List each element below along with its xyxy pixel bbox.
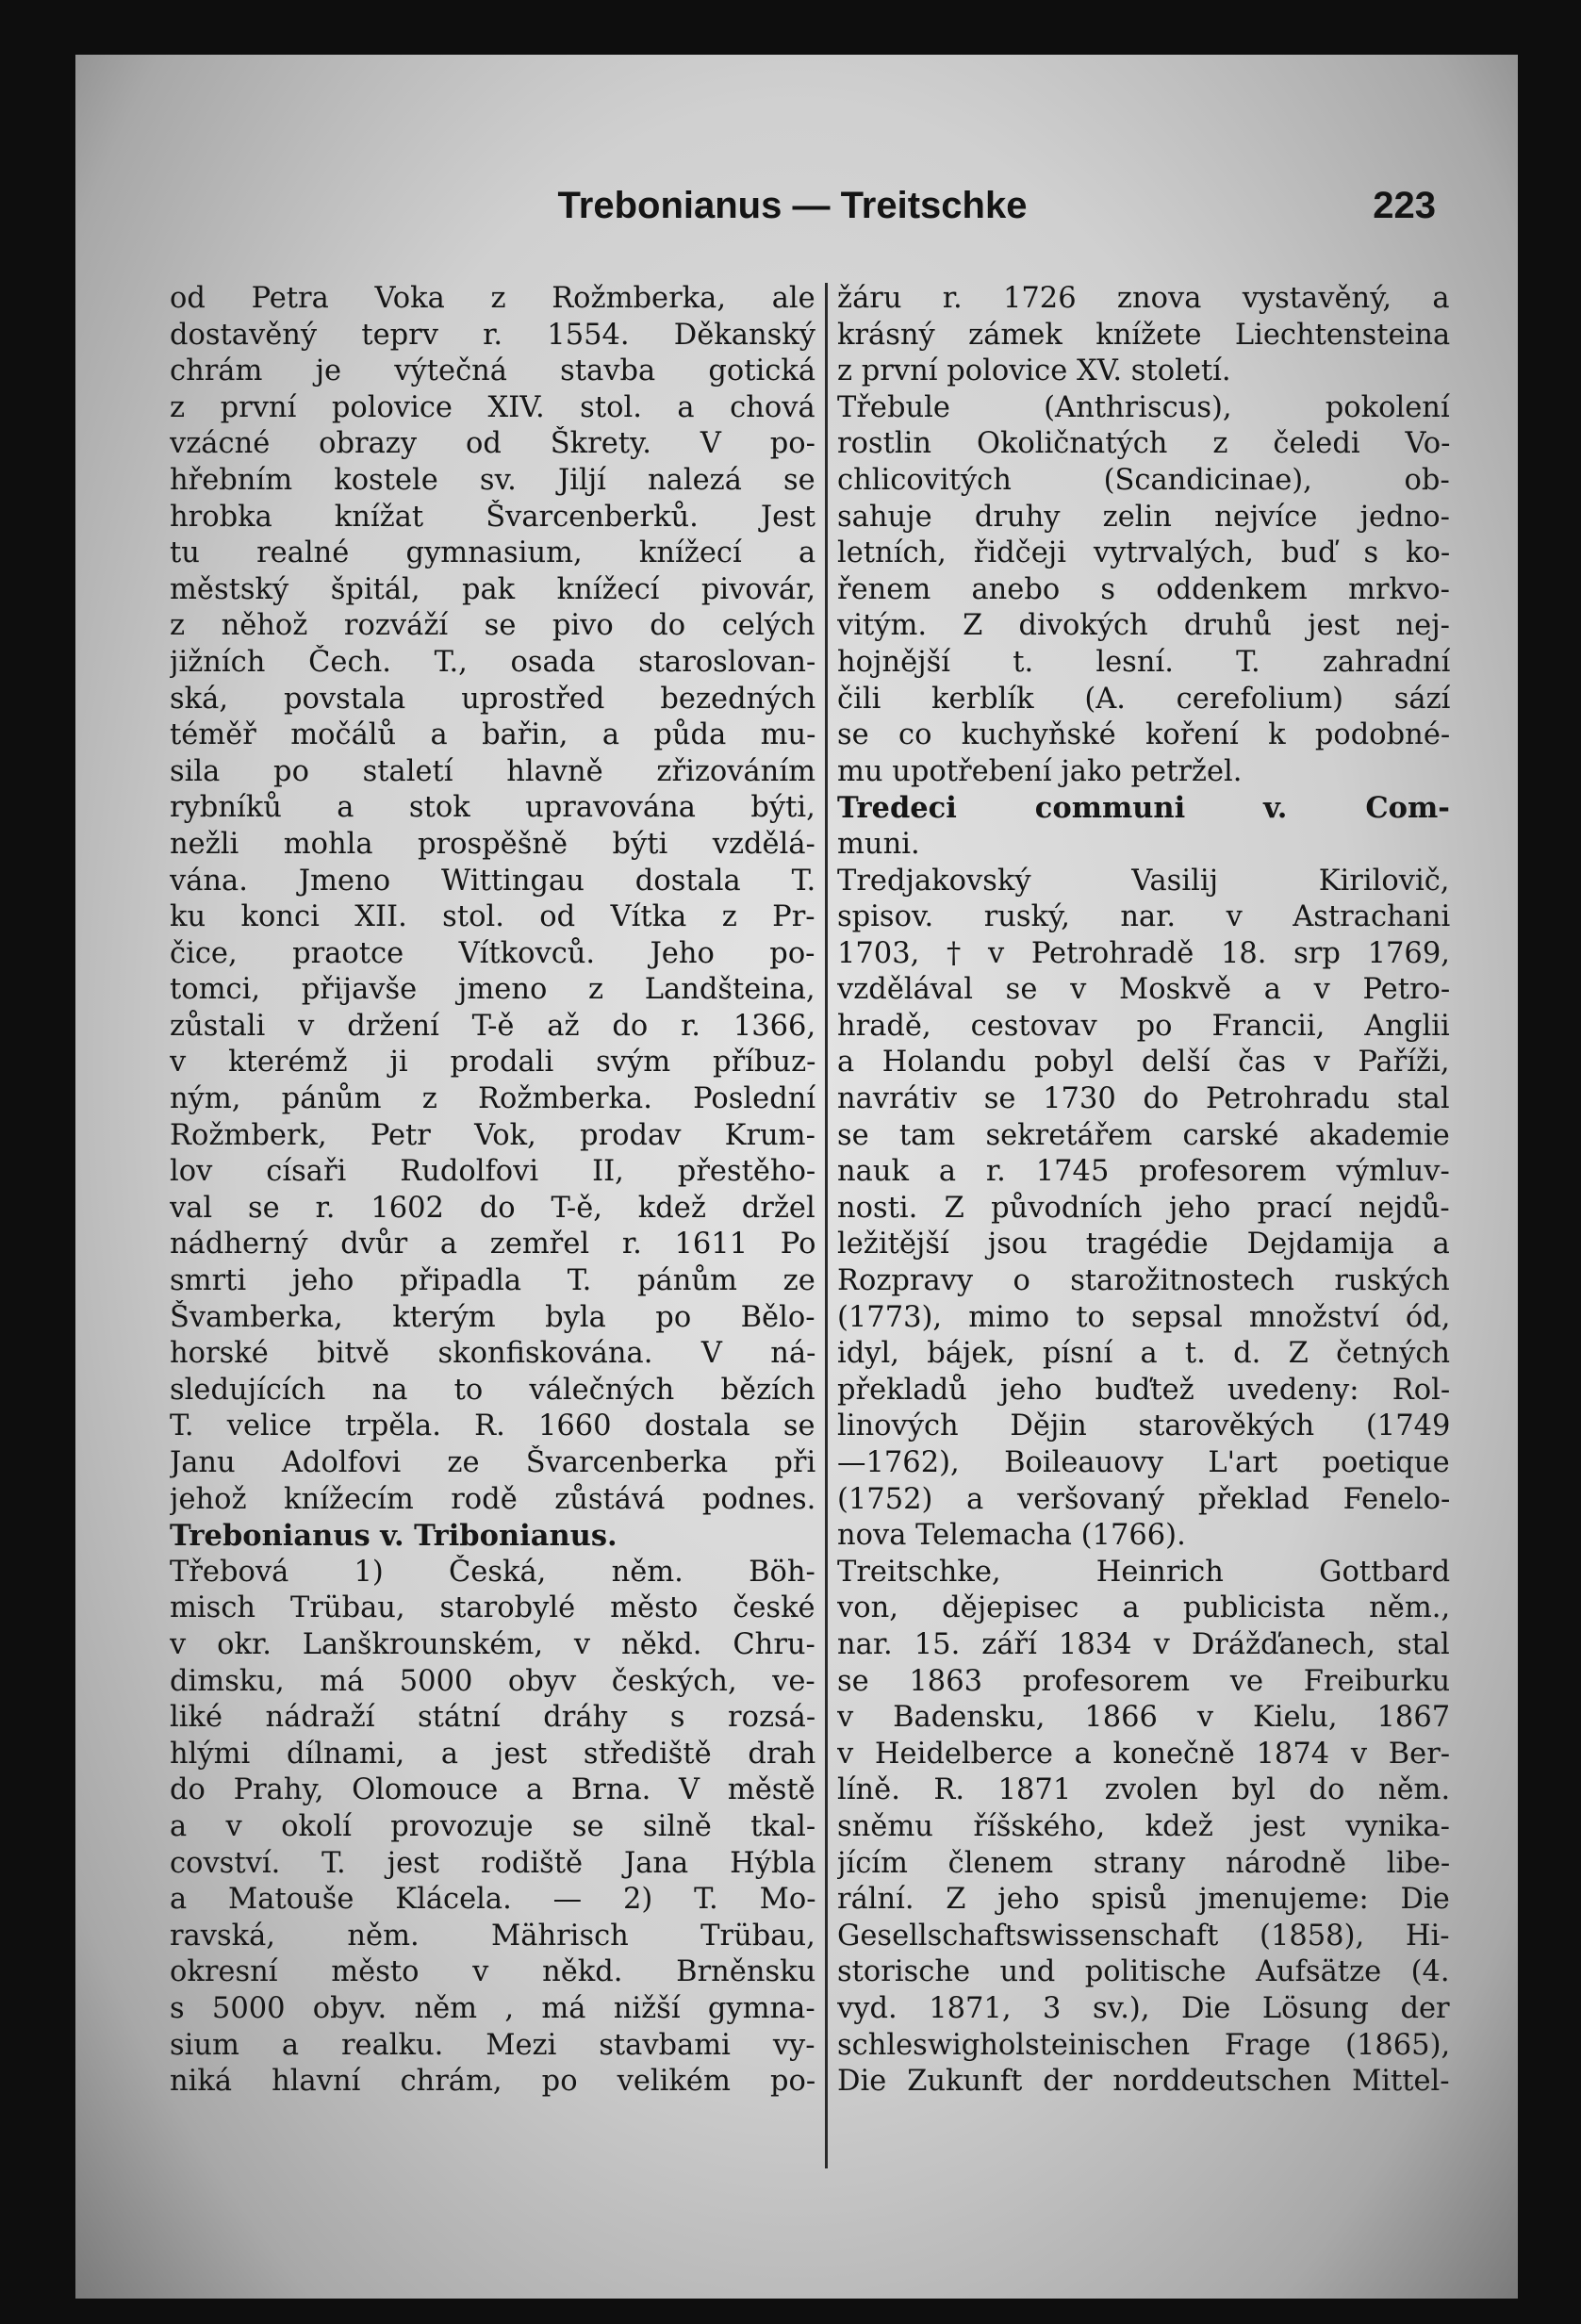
book-page [75,55,1518,2299]
text-line: niká hlavní chrám, po velikém po- [170,2065,815,2099]
text-line: horské bitvě skonfiskována. V ná- [170,1337,815,1371]
text-line: sněmu říšského, kdež jest vynika- [837,1809,1450,1843]
text-line: (1773), mimo to sepsal množství ód, [837,1300,1450,1334]
text-line: hřebním kostele sv. Jiljí nalezá se [170,463,815,497]
text-line: sledujících na to válečných bězích [170,1373,815,1407]
text-line: Tredeci communi v. Com- [837,791,1450,826]
text-line: chlicovitých (Scandicinae), ob- [837,463,1450,497]
text-line: ným, pánům z Rožmberka. Poslední [170,1082,815,1116]
text-line: hradě, cestovav po Francii, Anglii [837,1009,1450,1043]
text-line: líně. R. 1871 zvolen byl do něm. [837,1773,1450,1807]
text-line: navrátiv se 1730 do Petrohradu stal [837,1082,1450,1116]
text-line: okresní město v někd. Brněnsku [170,1955,815,1989]
text-line: dimsku, má 5000 obyv českých, ve- [170,1664,815,1698]
text-line: sium a realku. Mezi stavbami vy- [170,2028,815,2062]
text-line: Treitschke, Heinrich Gottbard [837,1555,1450,1589]
text-line: Die Zukunft der norddeutschen Mittel- [837,2065,1450,2099]
text-line: zůstali v držení T-ě až do r. 1366, [170,1009,815,1043]
text-line: schleswigholsteinischen Frage (1865), [837,2028,1450,2062]
text-line: Třebová 1) Česká, něm. Böh- [170,1555,815,1589]
text-line: Rožmberk, Petr Vok, prodav Krum- [170,1118,815,1152]
text-line: z něhož rozváží se pivo do celých [170,609,815,643]
text-line: smrti jeho připadla T. pánům ze [170,1264,815,1298]
text-line: letních, řidčeji vytrvalých, buď s ko- [837,536,1450,570]
text-line: hojnější t. lesní. T. zahradní [837,645,1450,679]
text-line: Gesellschaftswissenschaft (1858), Hi- [837,1919,1450,1953]
text-line: storische und politische Aufsätze (4. [837,1955,1450,1989]
text-line: vzácné obrazy od Škrety. V po- [170,427,815,461]
text-line: val se r. 1602 do T-ě, kdež držel [170,1191,815,1225]
text-line: rostlin Okoličnatých z čeledi Vo- [837,427,1450,461]
text-line: linových Dějin starověkých (1749 [837,1409,1450,1443]
text-line: T. velice trpěla. R. 1660 dostala se [170,1409,815,1443]
text-line: Švamberka, kterým byla po Bělo- [170,1300,815,1334]
text-line: (1752) a veršovaný překlad Fenelo- [837,1482,1450,1516]
page-number: 223 [1373,185,1436,226]
text-line: ravská, něm. Mährisch Trübau, [170,1919,815,1953]
text-line: vyd. 1871, 3 sv.), Die Lösung der [837,1991,1450,2025]
text-line: ku konci XII. stol. od Vítka z Pr- [170,900,815,934]
text-line: do Prahy, Olomouce a Brna. V městě [170,1773,815,1807]
text-line: překladů jeho buďtež uvedeny: Rol- [837,1373,1450,1407]
text-line: z první polovice XV. století. [837,354,1231,388]
text-line: se co kuchyňské koření k podobné- [837,718,1450,752]
text-line: a Holandu pobyl delší čas v Paříži, [837,1046,1450,1080]
text-line: Rozpravy o starožitnostech ruských [837,1264,1450,1298]
text-line: nosti. Z původních jeho prací nejdů- [837,1191,1450,1225]
text-line: nauk a r. 1745 profesorem výmluv- [837,1155,1450,1189]
text-line: řenem anebo s oddenkem mrkvo- [837,572,1450,606]
column-divider [825,283,828,2168]
text-line: městský špitál, pak knížecí pivovár, [170,572,815,606]
text-line: nova Telemacha (1766). [837,1519,1186,1553]
text-line: nar. 15. září 1834 v Drážďanech, stal [837,1627,1450,1661]
text-line: nežli mohla prospěšně býti vzdělá- [170,827,815,861]
text-line: žáru r. 1726 znova vystavěný, a [837,282,1450,315]
text-line: sila po staletí hlavně zřizováním [170,754,815,788]
text-line: od Petra Voka z Rožmberka, ale [170,282,815,315]
text-line: liké nádraží státní dráhy s rozsá- [170,1701,815,1735]
text-line: Třebule (Anthriscus), pokolení [837,390,1450,424]
text-line: jehož knížecím rodě zůstává podnes. [170,1482,815,1516]
text-line: rální. Z jeho spisů jmenujeme: Die [837,1883,1450,1917]
text-line: v Heidelberce a konečně 1874 v Ber- [837,1737,1450,1771]
text-line: v kterémž ji prodali svým příbuz- [170,1046,815,1080]
text-line: tu realné gymnasium, knížecí a [170,536,815,570]
text-line: sahuje druhy zelin nejvíce jedno- [837,500,1450,534]
text-line: von, dějepisec a publicista něm., [837,1591,1450,1625]
text-line: vitým. Z divokých druhů jest nej- [837,609,1450,643]
text-line: idyl, bájek, písní a t. d. Z četných [837,1337,1450,1371]
text-line: jícím členem strany národně libe- [837,1846,1450,1880]
text-line: muni. [837,827,920,861]
text-line: krásný zámek knížete Liechtensteina [837,318,1450,352]
text-line: z první polovice XIV. stol. a chová [170,390,815,424]
text-line: Janu Adolfovi ze Švarcenberka při [170,1446,815,1479]
text-line: nádherný dvůr a zemřel r. 1611 Po [170,1228,815,1261]
text-line: čili kerblík (A. cerefolium) sází [837,682,1450,716]
text-line: misch Trübau, starobylé město české [170,1591,815,1625]
text-line: dostavěný teprv r. 1554. Děkanský [170,318,815,352]
text-line: lov císaři Rudolfovi II, přestěho- [170,1155,815,1189]
text-line: spisov. ruský, nar. v Astrachani [837,900,1450,934]
text-line: v Badensku, 1866 v Kielu, 1867 [837,1701,1450,1735]
text-line: 1703, † v Petrohradě 18. srp 1769, [837,936,1450,970]
text-line: se tam sekretářem carské akademie [837,1118,1450,1152]
text-line: jižních Čech. T., osada staroslovan- [170,645,815,679]
text-line: ská, povstala uprostřed bezedných [170,682,815,716]
text-line: Tredjakovský Vasilij Kirilovič, [837,864,1450,898]
left-column [170,281,815,2204]
right-column [837,281,1450,2204]
text-line: se 1863 profesorem ve Freiburku [837,1664,1450,1698]
page-header [149,134,1436,228]
text-line: čice, praotce Vítkovců. Jeho po- [170,936,815,970]
text-line: a v okolí provozuje se silně tkal- [170,1809,815,1843]
text-line: hrobka knížat Švarcenberků. Jest [170,500,815,534]
running-head: Trebonianus — Treitschke [557,185,1028,226]
text-line: hlými dílnami, a jest střediště drah [170,1737,815,1771]
text-line: tomci, přijavše jmeno z Landšteina, [170,973,815,1007]
text-line: téměř močálů a bařin, a půda mu- [170,718,815,752]
text-line: vána. Jmeno Wittingau dostala T. [170,864,815,898]
text-line: covství. T. jest rodiště Jana Hýbla [170,1846,815,1880]
text-line: vzdělával se v Moskvě a v Petro- [837,973,1450,1007]
text-line: chrám je výtečná stavba gotická [170,354,815,388]
text-line: v okr. Lanškrounském, v někd. Chru- [170,1627,815,1661]
text-line: Trebonianus v. Tribonianus. [170,1519,618,1554]
text-line: mu upotřebení jako petržel. [837,754,1243,788]
text-line: rybníků a stok upravována býti, [170,791,815,825]
text-line: s 5000 obyv. něm , má nižší gymna- [170,1991,815,2025]
text-line: a Matouše Klácela. — 2) T. Mo- [170,1883,815,1917]
text-line: —1762), Boileauovy L'art poetique [837,1446,1450,1479]
text-line: ležitější jsou tragédie Dejdamija a [837,1228,1450,1261]
